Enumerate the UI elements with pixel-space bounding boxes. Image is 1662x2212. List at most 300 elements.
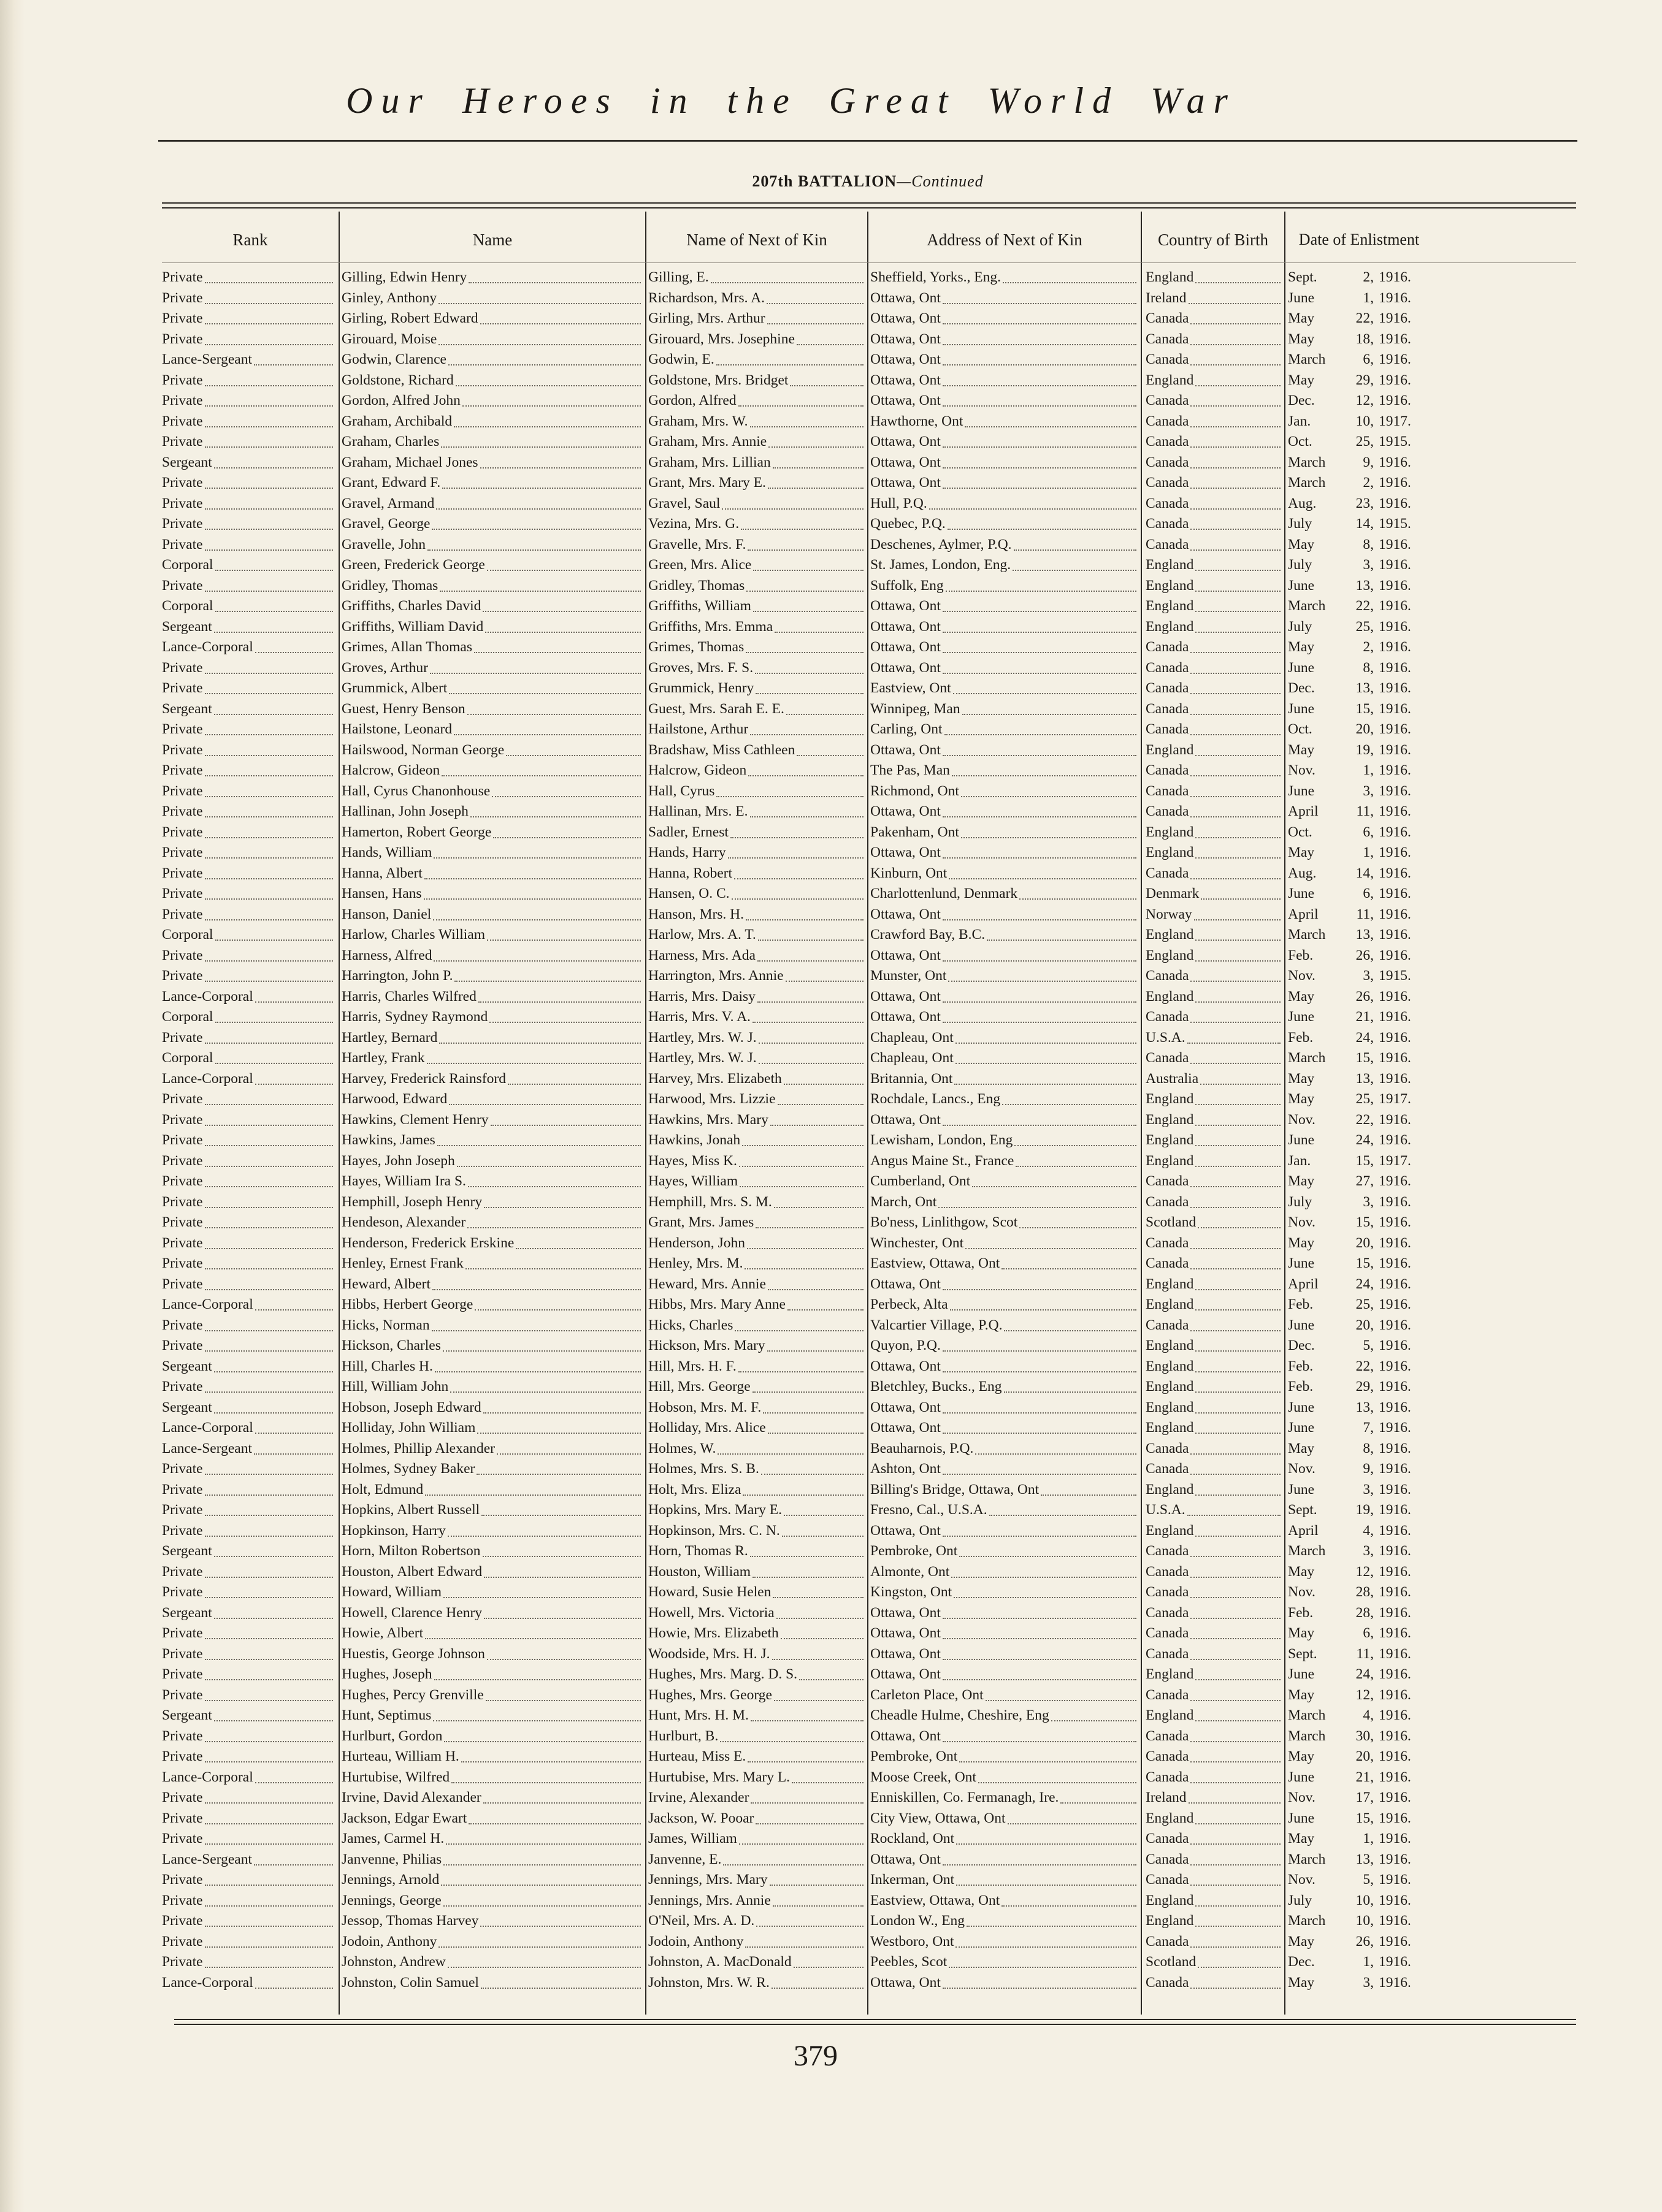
dot-leader <box>956 1829 1136 1845</box>
enlistment-day: 8, <box>1363 536 1374 553</box>
enlistment-date-cell <box>1288 1048 1472 1069</box>
name-cell <box>342 1171 643 1192</box>
dot-leader <box>943 617 1136 633</box>
dot-leader <box>1019 884 1136 900</box>
country-cell <box>1146 802 1283 822</box>
header-bottom-rule <box>162 262 1576 263</box>
enlistment-date-cell <box>1288 987 1472 1008</box>
table-row <box>0 1664 1662 1685</box>
name-cell-text: Holmes, Sydney Baker <box>342 1461 475 1477</box>
enlistment-date-cell <box>1288 1480 1472 1501</box>
enlistment-month: May <box>1288 1091 1315 1107</box>
dot-leader <box>435 1357 641 1372</box>
enlistment-month: Dec. <box>1288 1954 1315 1970</box>
rank-cell <box>162 1891 335 1912</box>
name-cell <box>342 1110 643 1131</box>
dot-leader <box>943 1973 1136 1989</box>
table-row <box>0 987 1662 1008</box>
country-cell-text: England <box>1146 1399 1194 1415</box>
country-cell-text: Canada <box>1146 700 1189 717</box>
name-cell-text: Hickson, Charles <box>342 1338 441 1353</box>
dot-leader <box>487 555 641 571</box>
dot-leader <box>756 1212 864 1228</box>
next-of-kin-cell-text: Hawkins, Jonah <box>648 1132 741 1148</box>
country-cell-text: England <box>1146 1481 1194 1498</box>
dot-leader <box>959 1747 1136 1762</box>
next-of-kin-cell <box>648 1315 866 1336</box>
dot-leader <box>1190 391 1281 407</box>
enlistment-year: 1916. <box>1379 680 1411 696</box>
address-cell <box>870 453 1139 473</box>
table-row <box>0 432 1662 453</box>
enlistment-year: 1916. <box>1379 844 1411 860</box>
enlistment-month: March <box>1288 598 1326 614</box>
enlistment-day: 3, <box>1363 557 1374 573</box>
name-cell <box>342 884 643 905</box>
table-row <box>0 453 1662 473</box>
name-cell-text: Hanna, Albert <box>342 865 423 881</box>
dot-leader <box>508 1069 641 1085</box>
next-of-kin-cell <box>648 1623 866 1644</box>
enlistment-month: June <box>1288 1317 1315 1333</box>
name-cell-text: Henley, Ernest Frank <box>342 1255 464 1271</box>
next-of-kin-cell <box>648 1685 866 1706</box>
enlistment-year: 1916. <box>1379 1872 1411 1888</box>
dot-leader <box>485 617 641 633</box>
dot-leader <box>720 1726 864 1742</box>
address-cell-text: Ottawa, Ont <box>870 906 941 922</box>
dot-leader <box>1190 719 1281 735</box>
rank-cell-text: Private <box>162 269 203 285</box>
country-cell-text: Canada <box>1146 1543 1189 1559</box>
enlistment-day: 3, <box>1363 1974 1374 1991</box>
dot-leader <box>205 1130 333 1146</box>
address-cell <box>870 966 1139 987</box>
country-cell <box>1146 1685 1283 1706</box>
dot-leader <box>1190 658 1281 674</box>
address-cell <box>870 514 1139 535</box>
dot-leader <box>987 925 1136 941</box>
country-cell-text: Canada <box>1146 434 1189 450</box>
rank-cell-text: Private <box>162 1379 203 1395</box>
next-of-kin-cell-text: O'Neil, Mrs. A. D. <box>648 1913 755 1929</box>
country-cell-text: Australia <box>1146 1070 1199 1087</box>
enlistment-date-cell <box>1288 1850 1472 1870</box>
dot-leader <box>1014 535 1136 551</box>
dot-leader <box>1190 329 1281 345</box>
enlistment-date-cell <box>1288 1253 1472 1274</box>
dot-leader <box>205 905 333 920</box>
enlistment-day: 25, <box>1355 434 1374 450</box>
name-cell-text: Hayes, John Joseph <box>342 1152 455 1169</box>
name-cell-text: Harwood, Edward <box>342 1091 448 1107</box>
enlistment-year: 1916. <box>1379 1625 1411 1641</box>
dot-leader <box>205 391 333 407</box>
dot-leader <box>948 966 1136 982</box>
rank-cell <box>162 781 335 802</box>
enlistment-date-cell <box>1288 760 1472 781</box>
name-cell-text: Hansen, Hans <box>342 886 422 901</box>
country-cell-text: Canada <box>1146 1461 1189 1477</box>
dot-leader <box>770 1870 864 1886</box>
country-cell-text: Canada <box>1146 310 1189 326</box>
next-of-kin-cell-text: Graham, Mrs. W. <box>648 413 748 429</box>
country-cell <box>1146 617 1283 638</box>
name-cell <box>342 1274 643 1295</box>
next-of-kin-cell-text: Harrington, Mrs. Annie <box>648 968 784 984</box>
dot-leader <box>214 1603 333 1619</box>
next-of-kin-cell <box>648 1788 866 1808</box>
name-cell <box>342 1603 643 1624</box>
name-cell-text: Hicks, Norman <box>342 1317 430 1333</box>
dot-leader <box>767 1336 864 1352</box>
name-cell-text: Holliday, John William <box>342 1420 476 1436</box>
address-cell-text: Carling, Ont <box>870 721 943 737</box>
country-cell <box>1146 1192 1283 1213</box>
dot-leader <box>480 453 641 469</box>
country-cell <box>1146 1603 1283 1624</box>
rank-cell-text: Private <box>162 1276 203 1292</box>
enlistment-year: 1916. <box>1379 927 1411 943</box>
dot-leader <box>954 1582 1136 1598</box>
dot-leader <box>735 1315 864 1331</box>
dot-leader <box>797 329 864 345</box>
enlistment-year: 1916. <box>1379 577 1411 594</box>
enlistment-month: May <box>1288 1563 1315 1580</box>
rank-cell <box>162 925 335 946</box>
rank-cell <box>162 1233 335 1254</box>
country-cell-text: Canada <box>1146 1974 1189 1991</box>
dot-leader <box>1195 1377 1281 1393</box>
next-of-kin-cell-text: Bradshaw, Miss Cathleen <box>648 741 795 758</box>
rank-cell <box>162 760 335 781</box>
address-cell <box>870 863 1139 884</box>
address-cell <box>870 1048 1139 1069</box>
address-cell-text: Ottawa, Ont <box>870 988 941 1005</box>
table-row <box>0 555 1662 576</box>
dot-leader <box>1195 617 1281 633</box>
dot-leader <box>943 1357 1136 1372</box>
country-cell <box>1146 1788 1283 1808</box>
rank-cell-text: Private <box>162 1913 203 1929</box>
enlistment-date-cell <box>1288 1007 1472 1028</box>
enlistment-date-cell <box>1288 781 1472 802</box>
country-cell <box>1146 1521 1283 1542</box>
section-name: 207th BATTALION <box>752 172 897 190</box>
address-cell-text: Moose Creek, Ont <box>870 1769 976 1785</box>
address-cell <box>870 1295 1139 1315</box>
country-cell <box>1146 1110 1283 1131</box>
address-cell <box>870 1151 1139 1172</box>
dot-leader <box>205 1870 333 1886</box>
dot-leader <box>952 760 1136 776</box>
enlistment-year: 1916. <box>1379 1461 1411 1477</box>
name-cell-text: Howie, Albert <box>342 1625 424 1641</box>
dot-leader <box>214 699 333 715</box>
dot-leader <box>205 781 333 797</box>
enlistment-date-cell <box>1288 1603 1472 1624</box>
dot-leader <box>205 576 333 592</box>
next-of-kin-cell-text: Grant, Mrs. James <box>648 1214 754 1230</box>
enlistment-day: 20, <box>1355 721 1374 737</box>
address-cell <box>870 1377 1139 1398</box>
enlistment-day: 5, <box>1363 1338 1374 1353</box>
dot-leader <box>784 1500 864 1516</box>
enlistment-month: June <box>1288 1009 1315 1025</box>
dot-leader <box>477 1418 641 1434</box>
name-cell-text: Hopkinson, Harry <box>342 1522 446 1539</box>
dot-leader <box>753 596 864 612</box>
country-cell-text: Canada <box>1146 351 1189 367</box>
table-bottom-rule-2 <box>174 2024 1576 2025</box>
dot-leader <box>1195 1110 1281 1126</box>
dot-leader <box>1190 1973 1281 1989</box>
address-cell-text: Ottawa, Ont <box>870 1666 941 1682</box>
address-cell-text: Winchester, Ont <box>870 1234 964 1251</box>
country-cell-text: U.S.A. <box>1146 1029 1185 1046</box>
enlistment-month: July <box>1288 1892 1312 1908</box>
name-cell <box>342 1130 643 1151</box>
table-row <box>0 1850 1662 1870</box>
country-cell <box>1146 267 1283 288</box>
rank-cell <box>162 1439 335 1460</box>
name-cell-text: Janvenne, Philias <box>342 1851 442 1867</box>
address-cell-text: Cumberland, Ont <box>870 1173 971 1189</box>
dot-leader <box>1195 1418 1281 1434</box>
address-cell <box>870 1398 1139 1418</box>
enlistment-day: 15, <box>1355 700 1374 717</box>
next-of-kin-cell <box>648 1048 866 1069</box>
dot-leader <box>205 494 333 510</box>
dot-leader <box>484 1562 641 1578</box>
rank-cell <box>162 1623 335 1644</box>
enlistment-year: 1915. <box>1379 434 1411 450</box>
dot-leader <box>943 1110 1136 1126</box>
enlistment-date-cell <box>1288 514 1472 535</box>
enlistment-year: 1916. <box>1379 1584 1411 1600</box>
rank-cell-text: Private <box>162 434 203 450</box>
address-cell <box>870 1747 1139 1767</box>
enlistment-year: 1916. <box>1379 454 1411 470</box>
address-cell-text: Ottawa, Ont <box>870 1111 941 1128</box>
dot-leader <box>214 453 333 469</box>
page-title: Our Heroes in the Great World War <box>346 80 1236 121</box>
name-cell-text: Hughes, Percy Grenville <box>342 1686 484 1703</box>
dot-leader <box>439 1028 641 1044</box>
rank-cell <box>162 719 335 740</box>
name-cell <box>342 925 643 946</box>
enlistment-year: 1916. <box>1379 1810 1411 1826</box>
table-row <box>0 1726 1662 1747</box>
next-of-kin-cell-text: Gordon, Alfred <box>648 392 737 408</box>
enlistment-date-cell <box>1288 596 1472 617</box>
enlistment-date-cell <box>1288 1747 1472 1767</box>
dot-leader <box>989 1500 1136 1516</box>
dot-leader <box>1195 1295 1281 1311</box>
rank-cell <box>162 1315 335 1336</box>
table-row <box>0 494 1662 515</box>
enlistment-date-cell <box>1288 1377 1472 1398</box>
rank-cell <box>162 1007 335 1028</box>
dot-leader <box>205 535 333 551</box>
country-cell-text: Canada <box>1146 1440 1189 1456</box>
rank-cell-text: Lance-Corporal <box>162 988 253 1005</box>
rank-cell <box>162 1357 335 1377</box>
enlistment-year: 1916. <box>1379 1338 1411 1353</box>
enlistment-day: 12, <box>1355 1686 1374 1703</box>
name-cell-text: Halcrow, Gideon <box>342 762 440 778</box>
name-cell-text: Hobson, Joseph Edward <box>342 1399 481 1415</box>
name-cell-text: Hughes, Joseph <box>342 1666 432 1682</box>
dot-leader <box>205 1685 333 1701</box>
enlistment-day: 15, <box>1355 1214 1374 1230</box>
enlistment-date-cell <box>1288 1932 1472 1953</box>
enlistment-date-cell <box>1288 637 1472 658</box>
dot-leader <box>1195 1089 1281 1105</box>
address-cell-text: Inkerman, Ont <box>870 1872 955 1888</box>
rank-cell <box>162 308 335 329</box>
dot-leader <box>434 1664 641 1680</box>
dot-leader <box>1198 1952 1281 1968</box>
rank-cell <box>162 1480 335 1501</box>
enlistment-month: May <box>1288 639 1315 655</box>
address-cell <box>870 555 1139 576</box>
name-cell <box>342 1973 643 1994</box>
header-rank: Rank <box>232 231 268 249</box>
name-cell-text: Ginley, Anthony <box>342 289 437 306</box>
dot-leader <box>1190 678 1281 694</box>
dot-leader <box>961 781 1136 797</box>
name-cell-text: Hanson, Daniel <box>342 906 432 922</box>
name-cell <box>342 1582 643 1603</box>
enlistment-date-cell <box>1288 1541 1472 1562</box>
dot-leader <box>772 1644 864 1660</box>
address-cell-text: Westboro, Ont <box>870 1933 954 1950</box>
enlistment-month: Sept. <box>1288 269 1317 285</box>
rank-cell-text: Sergeant <box>162 1543 212 1559</box>
enlistment-year: 1916. <box>1379 495 1411 511</box>
table-row <box>0 658 1662 679</box>
next-of-kin-cell <box>648 1500 866 1521</box>
dot-leader <box>1190 1747 1281 1762</box>
dot-leader <box>255 637 333 653</box>
rank-cell-text: Private <box>162 1193 203 1210</box>
table-row <box>0 1212 1662 1233</box>
enlistment-day: 1, <box>1363 289 1374 306</box>
enlistment-date-cell <box>1288 1418 1472 1439</box>
table-row <box>0 350 1662 370</box>
next-of-kin-cell <box>648 432 866 453</box>
country-cell-text: England <box>1146 1707 1194 1723</box>
enlistment-day: 3, <box>1363 968 1374 984</box>
enlistment-day: 25, <box>1355 1091 1374 1107</box>
rank-cell-text: Private <box>162 331 203 347</box>
country-cell <box>1146 1233 1283 1254</box>
table-row <box>0 308 1662 329</box>
rank-cell-text: Sergeant <box>162 1604 212 1621</box>
dot-leader <box>1195 1705 1281 1721</box>
next-of-kin-cell <box>648 719 866 740</box>
country-cell-text: England <box>1146 741 1194 758</box>
dot-leader <box>787 1295 864 1311</box>
rank-cell <box>162 1973 335 1994</box>
rank-cell <box>162 905 335 925</box>
dot-leader <box>1001 1253 1136 1269</box>
name-cell <box>342 1336 643 1357</box>
dot-leader <box>739 1151 864 1167</box>
roster-table-body <box>0 267 1662 2009</box>
dot-leader <box>487 925 641 941</box>
name-cell-text: Jodoin, Anthony <box>342 1933 437 1950</box>
name-cell <box>342 1685 643 1706</box>
next-of-kin-cell-text: Holmes, Mrs. S. B. <box>648 1461 759 1477</box>
country-cell-text: Canada <box>1146 1933 1189 1950</box>
dot-leader <box>205 432 333 448</box>
country-cell <box>1146 1952 1283 1973</box>
rank-cell-text: Private <box>162 865 203 881</box>
next-of-kin-cell <box>648 617 866 638</box>
table-row <box>0 966 1662 987</box>
name-cell-text: Harris, Sydney Raymond <box>342 1009 488 1025</box>
country-cell <box>1146 740 1283 761</box>
dot-leader <box>205 946 333 962</box>
country-cell <box>1146 843 1283 863</box>
enlistment-day: 3, <box>1363 1543 1374 1559</box>
dot-leader <box>1190 699 1281 715</box>
enlistment-year: 1916. <box>1379 372 1411 388</box>
dot-leader <box>480 308 641 324</box>
enlistment-month: Dec. <box>1288 1338 1315 1353</box>
rank-cell <box>162 678 335 699</box>
table-row <box>0 1808 1662 1829</box>
dot-leader <box>955 1028 1136 1044</box>
dot-leader <box>205 1932 333 1948</box>
dot-leader <box>205 1192 333 1208</box>
next-of-kin-cell <box>648 1973 866 1994</box>
rank-cell-text: Private <box>162 1728 203 1744</box>
name-cell-text: Groves, Arthur <box>342 659 428 676</box>
dot-leader <box>943 308 1136 324</box>
enlistment-date-cell <box>1288 576 1472 597</box>
rank-cell-text: Private <box>162 536 203 553</box>
enlistment-month: Dec. <box>1288 392 1315 408</box>
dot-leader <box>434 946 641 962</box>
dot-leader <box>975 1439 1136 1455</box>
next-of-kin-cell <box>648 1664 866 1685</box>
rank-cell <box>162 1932 335 1953</box>
dot-leader <box>481 1500 641 1516</box>
address-cell-text: Charlottenlund, Denmark <box>870 886 1018 901</box>
dot-leader <box>774 1192 864 1208</box>
name-cell <box>342 1233 643 1254</box>
address-cell-text: Winnipeg, Man <box>870 700 960 717</box>
rank-cell <box>162 555 335 576</box>
dot-leader <box>438 288 641 304</box>
address-cell <box>870 1212 1139 1233</box>
country-cell-text: Canada <box>1146 1234 1189 1251</box>
next-of-kin-cell-text: Griffiths, Mrs. Emma <box>648 618 773 635</box>
address-cell-text: Ottawa, Ont <box>870 741 941 758</box>
enlistment-date-cell <box>1288 1521 1472 1542</box>
enlistment-date-cell <box>1288 288 1472 309</box>
dot-leader <box>1195 987 1281 1003</box>
rank-cell-text: Corporal <box>162 1050 213 1066</box>
next-of-kin-cell <box>648 1911 866 1932</box>
next-of-kin-cell <box>648 987 866 1008</box>
enlistment-day: 24, <box>1355 1666 1374 1682</box>
enlistment-day: 1, <box>1363 762 1374 778</box>
address-cell-text: Ottawa, Ont <box>870 1009 941 1025</box>
